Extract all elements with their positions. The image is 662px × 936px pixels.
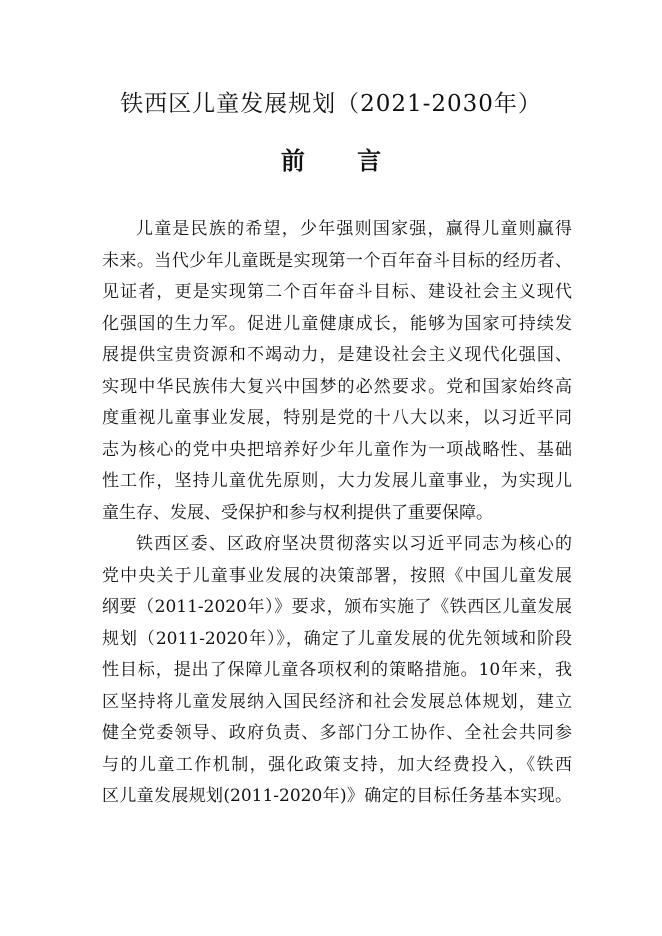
paragraph-line: 童生存、发展、受保护和参与权利提供了重要保障。 bbox=[102, 502, 493, 523]
paragraph-line: 区坚持将儿童发展纳入国民经济和社会发展总体规划，建立 bbox=[102, 691, 572, 712]
paragraph-line: 展提供宝贵资源和不竭动力，是建设社会主义现代化强国、 bbox=[102, 345, 572, 365]
paragraph-line: 见证者，更是实现第二个百年奋斗目标、建设社会主义现代 bbox=[102, 282, 572, 302]
paragraph-2 bbox=[102, 529, 572, 813]
document-title: 铁西区儿童发展规划（2021-2030年） bbox=[120, 91, 542, 117]
paragraph-line: 志为核心的党中央把培养好少年儿童作为一项战略性、基础 bbox=[102, 439, 572, 460]
paragraph-line: 铁西区委、区政府坚决贯彻落实以习近平同志为核心的 bbox=[136, 534, 572, 554]
paragraph-line: 化强国的生力军。促进儿童健康成长，能够为国家可持续发 bbox=[102, 313, 572, 334]
paragraph-line: 度重视儿童事业发展，特别是党的十八大以来，以习近平同 bbox=[102, 408, 572, 428]
paragraph-line: 党中央关于儿童事业发展的决策部署，按照《中国儿童发展 bbox=[102, 565, 572, 586]
paragraph-1 bbox=[102, 214, 572, 529]
section-heading-preface: 前 言 bbox=[280, 147, 404, 175]
paragraph-line: 儿童是民族的希望，少年强则国家强，赢得儿童则赢得 bbox=[136, 219, 572, 239]
paragraph-line: 与的儿童工作机制，强化政策支持，加大经费投入，《铁西 bbox=[102, 754, 572, 775]
paragraph-line: 实现中华民族伟大复兴中国梦的必然要求。党和国家始终高 bbox=[102, 376, 572, 397]
paragraph-line: 规划（2011-2020年）》，确定了儿童发展的优先领域和阶段 bbox=[102, 628, 572, 649]
paragraph-line: 未来。当代少年儿童既是实现第一个百年奋斗目标的经历者、 bbox=[102, 250, 572, 271]
paragraph-line: 区儿童发展规划(2011-2020年)》确定的目标任务基本实现。 bbox=[102, 786, 572, 806]
paragraph-line: 健全党委领导、政府负责、多部门分工协作、全社会共同参 bbox=[102, 723, 572, 743]
body-text bbox=[102, 214, 572, 813]
paragraph-line: 性目标，提出了保障儿童各项权利的策略措施。10年来，我 bbox=[102, 660, 572, 680]
paragraph-line: 纲要（2011-2020年）》要求，颁布实施了《铁西区儿童发展 bbox=[102, 597, 572, 617]
paragraph-line: 性工作，坚持儿童优先原则，大力发展儿童事业，为实现儿 bbox=[102, 471, 572, 491]
